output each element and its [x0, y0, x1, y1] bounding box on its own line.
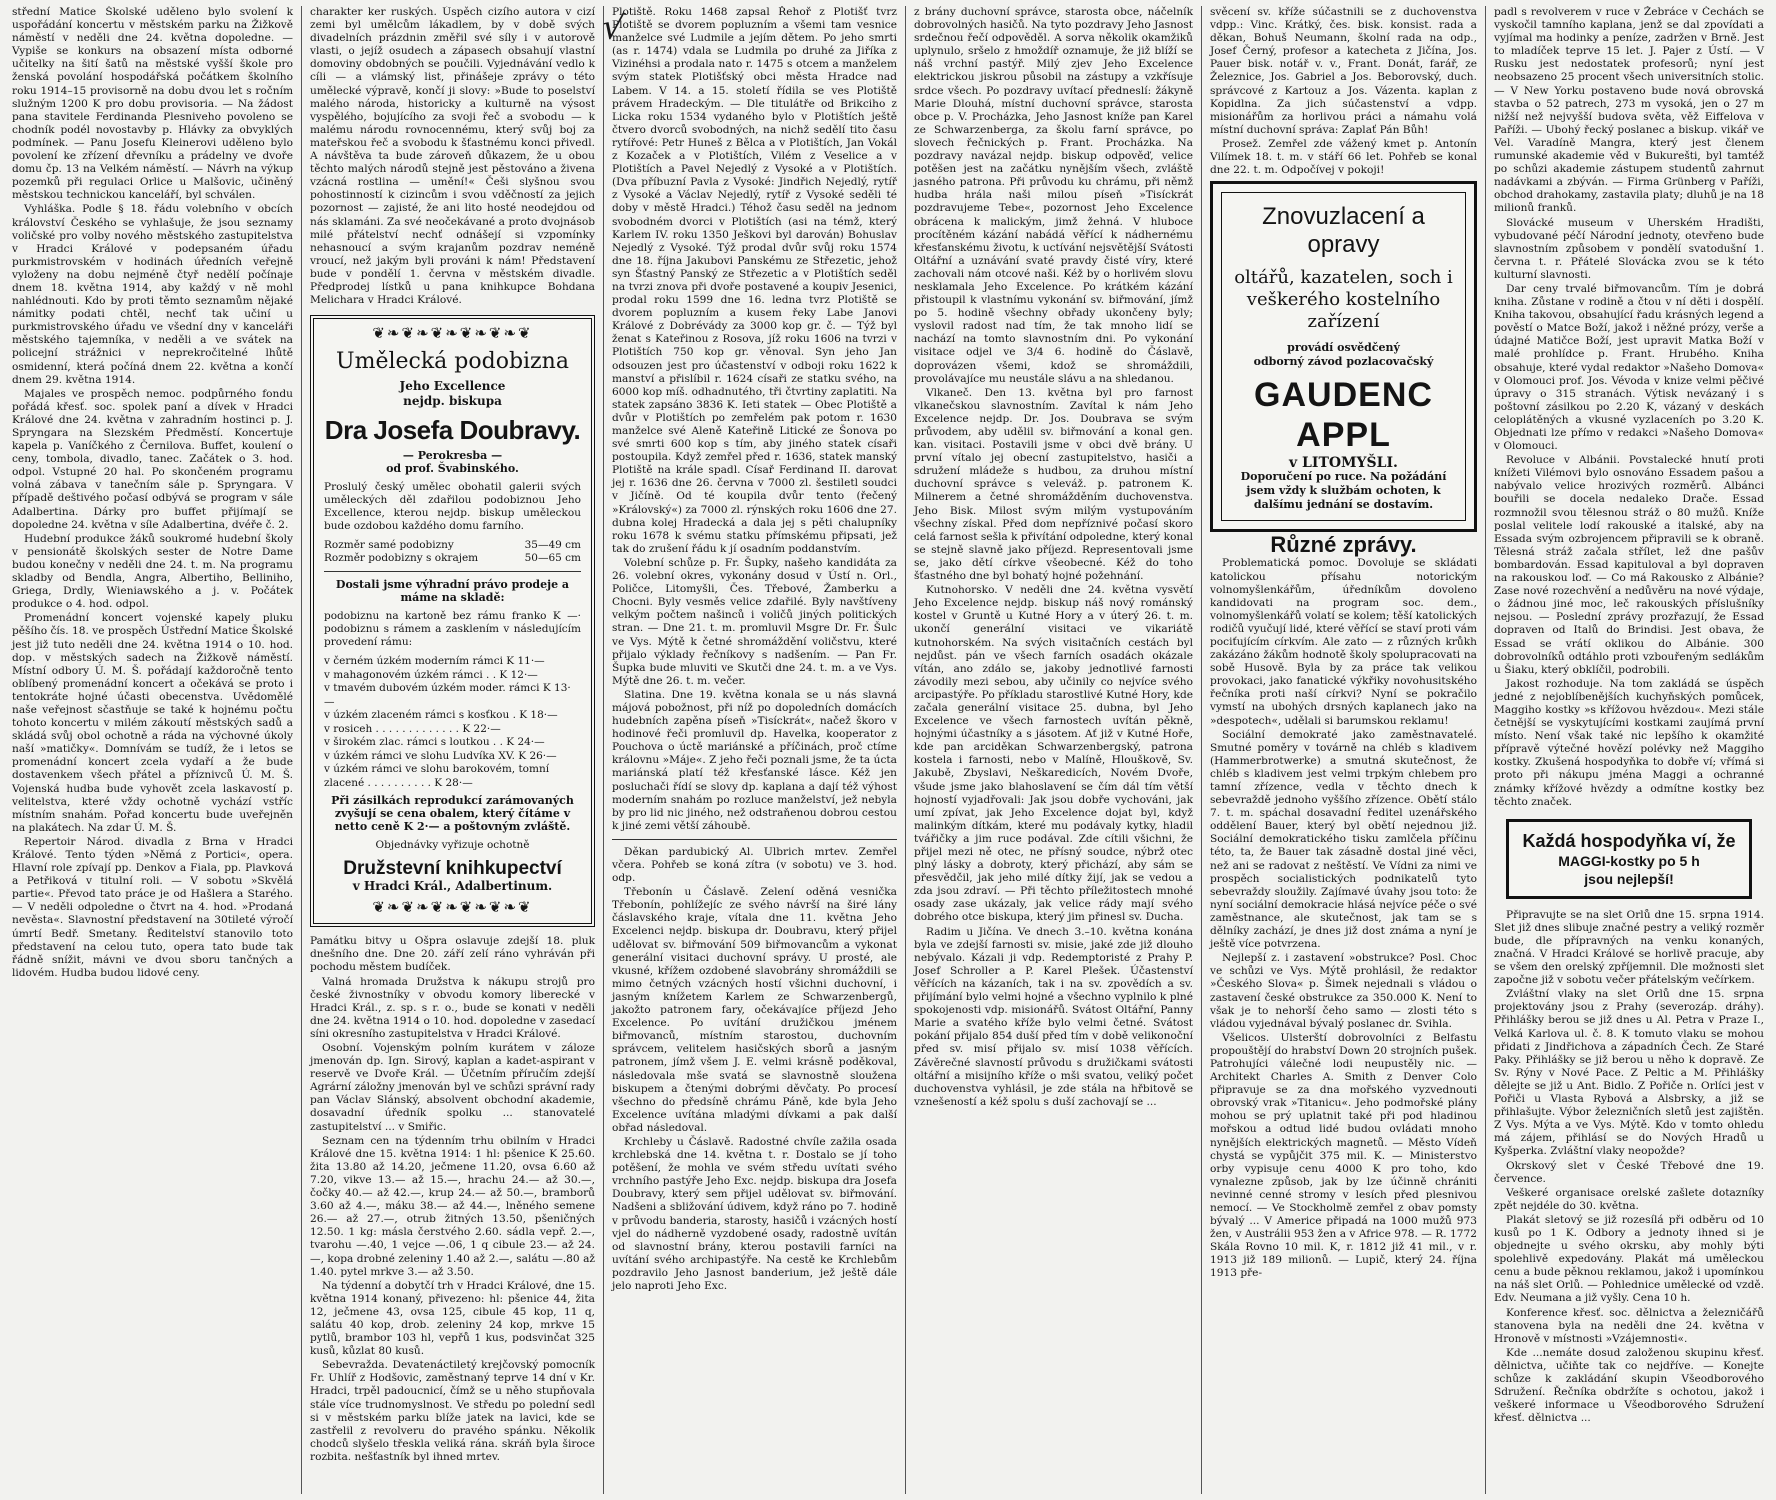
article-paragraph: Kutnohorsko. V neděli dne 24. května vysvětí Jeho Excelence nejdp. biskup náš nový románský kostel v Gruntě u Kutné Hory a v úterý 26. t. m. ukončí generální visitaci ve vikariátě kutnohorském. Na svých visitačních cestách byl nejdůst. pán ve všech farních osadách okázale vítán, ano zdálo se, jakoby jednotlivé farnosti závodily mezi sebou, aby učinily co nejvíce svého arcipastýře. Po příkladu starostlivé Kutné Hory, kde začala generální visitace 25. dubna, byl Jeho Excelence ve všech farnostech uvítán pěkně, hojnými účastníky a s jásotem. Ať již v Kutné Hoře, kde pan arciděkan Schwarzenbergský, patrona kostela i farnosti, nebo v Malíně, Hlouškově, Sv. Jakubě, Zbyslavi, Neškaredicích, Novém Dvoře, všude jsme jako blahoslavení se čím dál tím větší hojností vyjadřovali: Jak jsou dobře vychováni, jak umí zpívat, jak Jeho Excelence dojat byl, když malinkým dítkám, které mu podávaly kytky, hladil tvářičky a jim ruce podával. Zde cítili všichni, že přijel mezi ně otec, ne přísný soudce, nýbrž otec plný lásky a dobroty, který přichází, aby sám se přesvědčil, jak jeho milé dítky žijí, jak se vedou a zda jsou zdraví. — Při těchto příležitostech mnohé osady zase ukázaly, jak velice rády mají svého dobrého otce biskupa, který jim přinesl sv. Ducha.: [914, 584, 1193, 924]
article-paragraph: Repertoir Národ. divadla z Brna v Hradci Králové. Tento týden »Němá z Portici«, opera. Hlavní role zpívají pp. Denkov a Fiala, pp. Plavková a Petřiková v titulní roli. — V sobotu »Skvělá partie«. Převod tato práce je od Hašlera a Starého. — V neděli odpoledne o čtvrt na 4. hod. »Prodaná nevěsta«. Slavnostní představení na 30tileté výročí úmrtí Bedř. Smetany. Ředitelství stanovilo toto představení na celou tuto, opera tato bude tak řádně snížit, mávni ve dvou sboru tančných a lidovém. Hudba budou lidové ceny.: [12, 835, 293, 979]
ad-frame-item: v širokém zlac. rámci s loutkou . . K 24·—: [324, 736, 545, 749]
column-1: [4, 6, 302, 1494]
article-paragraph: Dar ceny trvalé biřmovancům. Tím je dobrá kniha. Zůstane v rodině a čtou v ní děti i dospělí. Kniha takovou, obsahující řadu krásných legend a pověstí o Matce Boží, jakož i něžné prózy, verše a údajné Matičce Boží, jest upravit Matka Boží v malé prohlídce p. Frant. Hrubého. Kniha obsahuje, které vydal redaktor »Našeho Domova« v Olomouci prof. Jos. Vévoda v knize velmi pěčivé úpravy o 315 stranách. Výtisk nevázaný i s poštovní zásilkou po 2.20 K, vázaný v deskách celoplátěných a vkusné vyzlaceních po 3.20 K. Objednati lze přímo v redakci »Našeho Domova« v Olomouci.: [1494, 282, 1764, 453]
article-paragraph: charakter ker ruských. Úspěch cizího autora v cizí zemi byl umělcům lákadlem, by v době svých divadelních prázdnin změřil své síly i v autorově vlasti, o jejíž osudech a zápasech obsahují vlastní domoviny obdobných se poučili. Vyjednávání vedlo k cíli — a vlámský list, přinášeje zprávy o této umělecké výpravě, končí ji slovy: »Bude to poselství malého národa, historicky a kulturně na výsost vyspělého, bojujícího za svoji řeč a svobodu — k malému národu rovnocennému, který svůj boj za mateřskou řeč a svobodu k šťastnému konci přivedl. A návštěva ta bude zároveň důkazem, že u obou těchto malých národů stejně jest pěstováno a živena vzácná rostlina — umění!« Češi slyšnou svou pohostinností k cizincům i svou vděčností za jejich pozornost — zajisté, že ani lito hosté neodejdou od nás sklamáni. Za své neočekávané a proto dvojnásob milé přátelství nechť odnášejí si vzpomínky nehasnoucí a svým krajanům pozdrav neméně vroucí, než jakým byli prováni k nám! Představení bude v pondělí 1. června v městském divadle. Předprodej lístků u pana knihkupce Bohdana Melichara v Hradci Králové.: [310, 6, 595, 307]
article-paragraph: z brány duchovní správce, starosta obce, náčelník dobrovolných hasičů. Na tyto pozdravy Jeho Jasnost srdečnou řečí odpověděl. A sorva několik okamžiků uplynulo, sršelo z hmoždíř oznamuje, že již blíží se náš vrchní pastýř. Milý zjev Jeho Excelence elektrickou jiskrou působil na zástupy a vzkřísuje srdce všech. Po pozdravy uvítací předneslí: žákyně Marie Dlouhá, místní duchovní správce, starosta obce p. V. Procházka, Jeho Jasnost kníže pan Karel ze Schwarzenberga, za školu farní správce, po slovech řečnických p. Frant. Procházka. Na pozdravy navázal nejdp. biskup odpověď, velice potěšen jest na začátku nynějším všech, zvláště jasného patrona. Při průvodu ku chrámu, při němž hudba hrála naši milou píseň »Tisíckrát pozdravujeme Tebe«, pozornost Jeho Excelence obrácena k malickým, jimž žehná. V hluboce procítěném kázání nabádá věřící k nádhernému křesťanskému životu, k uctívání nejsvětější Svátosti Oltářní a uznávání svaté pravdy čisté víry, které zachovali nám otcové naši. Kéž by o horlivém slovu nesklamala Jeho Excelence. Po krátkém kázání přistoupil k vlastnímu vykonání sv. biřmování, jímž po 5. hodině všechny obřady ukončeny byly; vyslovil radost nad tím, že tak mnoho lidí se nachází na tomto slavnostním dni. Po vykonání visitace odjel ve 3/4 6. hodině do Čáslavě, doprovázen všemi, kdož se shromáždili, provolávajíce mu neustále slávu a na shledanou.: [914, 6, 1193, 385]
ad-frame-item: v úzkém rámci ve slohu Ludvíka XV. K 26·—: [324, 749, 557, 762]
article-paragraph: Radim u Jičína. Ve dnech 3.–10. května konána byla ve zdejší farnosti sv. misie, jaké zde již dlouho nebývalo. Kázali ji vdp. Redemptoristé z Prahy P. Josef Schroller a P. Karel Plešek. Účastenství věřících na kázaních, tak i na sv. zpovědích a sv. přijímání bylo velmi hojné a všechno vyplnilo k plné spokojenosti vdp. misionářů. Svátost Oltářní, Panny Marie a svatého kříže bylo velmi četné. Svátost pokání přijalo 854 duší před tím v době velikonoční před sv. misí přijalo sv. misí 1038 věřících. Závěrečné slavností průvodu s družičkami svátosti oltářní a misijního kříže o mši svatou, veliký počet duchovenstva vyhlásil, je zde stála na hřbitově se vznešeností a kéž spolu s duší zachovají se ...: [914, 925, 1193, 1108]
gilding-ad-subtitle: oltářů, kazatelen, soch i veškerého kostelního zařízení: [1234, 267, 1453, 333]
ad-frame-item: v mahagonovém úzkém rámci . . K 12·—: [324, 668, 538, 681]
article-paragraph: Sociální demokraté jako zaměstnavatelé. Smutné poměry v továrně na chléb s kladivem (Hammerbrotwerke) a smutná skutečnost, že chléb s kladivem jest velmi trpkým chlebem pro tamní zřízence, vedla v těchto dnech k sebevraždě jednoho vyššího zřízence. Obětí stálo 7. t. m. spáchal dosavadní ředitel uzenářského oddělení Bauer, který byl obětí nejednou již. Sociální demokratického tisku zamlčela příčinu této, ta, že Bauer tak zásadně dostal jiné věci, než ani se radovat z neštěstí. Ve Vídni za nimi ve prospěch socialistických podnikatelů tyto sebevraždy sloužily. Zajímavé úvahy jsou toto: že nyní sociální demokracie hlásá nejvíce péče o své zaměstnance, ale skutečnost, jak tam se s dělníky zachází, je dnes již dost známa a nyní je ještě více potvrzena.: [1210, 728, 1477, 951]
maggi-ad-line-3: jsou nejlepší!: [1584, 870, 1674, 887]
article-paragraph: Okrskový slet v České Třebové dne 19. července.: [1494, 1159, 1764, 1185]
gilding-ad-firm: odborný závod pozlacovačský: [1253, 355, 1434, 369]
article-paragraph: Prosež. Zemřel zde vážený kmet p. Antonín Vilímek 18. t. m. v stáří 66 let. Pohřeb se konal dne 22. t. m. Odpočívej v pokoji!: [1210, 137, 1477, 177]
section-heading: Různé zprávy.: [1270, 532, 1417, 558]
gilding-ad-town: v LITOMYŠLI.: [1289, 455, 1398, 472]
gilding-ad-provides: provádí osvědčený: [1287, 341, 1400, 355]
maggi-ad-line-1: Každá hospodyňka ví, že: [1522, 830, 1736, 851]
column-5: [1202, 6, 1486, 1494]
article-paragraph: Majales ve prospěch nemoc. podpůrného fondu pořádá křesť. soc. spolek paní a dívek v Hradci Králové dne 24. května v zahradním hostinci p. J. Spryngara na Slezském Předměstí. Koncertuje kapela p. Vaníčkého z Černilova. Buffet, koulení o ceny, tombola, divadlo, tanec. Začátek o 3. hod. odpol. Vstupné 20 hal. Po skončeném programu volná zábava v tanečním sále p. Spryngara. V případě deštivého počasí odbývá se program v sále Adalbertina. Dárky pro buffet přijímají se dopoledne 24. května v síle Adalbertina, dvéře č. 2.: [12, 387, 293, 531]
gilding-ad-note: Doporučení po ruce. Na požádání jsem vždy k službám ochoten, k dalšímu jednání se dostavím.: [1240, 470, 1447, 512]
article-paragraph: Památku bitvy u Ošpra oslavuje zdejší 18. pluk dnešního dne. Dne 20. září zelí ráno vyhráván při pochodu městem budíček.: [310, 935, 595, 974]
article-paragraph: Vlkaneč. Den 13. května byl pro farnost vlkanečskou slavnostním. Zavítal k nám Jeho Excelence nejdp. Dr. Jos. Doubrava se svým průvodem, aby udělil sv. biřmování a konal gen. kan. visitaci. Postavili jsme v obci dvě brány. U první vítalo jej obecní zastupitelstvo, hasiči a sdružení mládeže s hudbou, za druhou místní duchovní správce s veleváž. p. patronem K. Milnerem a četné shromážděním duchovenstva. Jeho Bisk. Milost svým milým vystupováním všechny získal. Před dom nepříznivé počasí skoro celá farnost sešla k přivítání odpoledne, který konal se stejně slavně jako příjezd. Representovali jsme se, jako dětí církve všeobecné. Kéž do toho šťastného dne byl bohatý hojné požehnání.: [914, 386, 1193, 583]
ornament-bottom: ❦❧❦❧❦❧❦❧❦❧❦: [372, 898, 533, 917]
ad-title: Umělecká podobizna: [336, 349, 569, 375]
maggi-ad-line-2: MAGGI-kostky po 5 h: [1558, 852, 1700, 869]
ad-technique: — Perokresba —: [402, 449, 503, 463]
ad-postage: Při zásilkách reprodukcí zarámovaných zvyšují se cena obalem, který čítáme v netto ceně K 2·— a poštovným zvláště.: [331, 794, 574, 834]
article-paragraph: Revoluce v Albánii. Povstalecké hnutí proti knížeti Vilémovi bylo osnováno Essadem pašou a nabývalo velice hrozivých rozměrů. Albánci bouřili se docela nedaleko Drače. Essad rozmnožil svou tělesnou stráž o 80 mužů. Kníže poslal velitele lodí rakouské a italské, aby na Essada svým ozbrojencem připravili se k obraně. Tělesná stráž začala střílet, lež dne pašův bombardován. Essad kapituloval a byl dopraven na rakouskou loď. — Co má Rakousko z Albánie? Zase nové rozechvění a nedůvěru na nové výdaje, o žádnou jiné moc, leč rakouských příslušníky nejsou. — Poslední zprávy prozřazují, že Essad dopraven od Italů do Brindisi. Jest obava, že Essad se vrátí oklikou do Albánie. 300 dobrovolníků odtáhlo proti vzbouřeným sedlákům u Šiaku, který obklíčil, podrobili.: [1494, 454, 1764, 676]
ad-size-value: 35—49 cm: [524, 539, 581, 552]
article-paragraph: Konference křesť. soc. dělnictva a železničářů stanovena byla na neděli dne 24. května v Hronově v místnosti »Vzájemnosti«.: [1494, 1306, 1764, 1345]
article-paragraph: Všelicos. Ulsterští dobrovolníci z Belfastu propouštějí do hrabství Down 20 strojních pušek. Patrohujíci válečné lodi neupustěly nic. — Architekt Charles A. Smith z Denver Colo připravuje se za dna mořského vyzvednouti obrovský vrak »Titanicu«. Jeho podmořské plány mohou se prý uplatnit také při pod hladinou mořskou a odtud lidé budou ovládati mnoho nynějších elektrických magnetů. — Město Vídeň chystá se vypůjčit 375 mil. K. — Ministerstvo orby vypisuje cenu 4000 K pro toho, kdo vynalezne způsob, jak by lze účinně chrániti nevinné cenné stromy v lesích před plesnivou nemocí. — Ve Stockholmě zemřel z obav pomsty bývalý ... V Americe připadá na 1000 mužů 973 žen, v Austrálii 953 žen a v Africe 978. — R. 1772 Skála Rovno 10 mil. K, r. 1812 již 41 mil., v r. 1913 již 189 milionů. — Lupič, který 24. října 1913 pře-: [1210, 1031, 1477, 1280]
article-paragraph: Plotiště. Roku 1468 zapsal Řehoř z Plotišť tvrz Plotiště se dvorem popluzním a všemi tam vesnice manželce své Ludmile a jejím dětem. Po jeho smrti (as r. 1474) vdala se Ludmila po druhé za Jiříka z Vizinéhsi a prodala nato r. 1475 s otcem a manželem svým statek Plotišťský obci města Hradce nad Labem. V 14. a 15. století řídila se ves Plotiště právem Hradeckým. — Dle titulátře od Brikciho z Licka roku 1534 vydaného bylo v Plotištích ještě čtvero dvorců svobodných, na nichž sedělí tito času rytířové: Petr Huneš z Bělca a v Plotištích, Jan Vokál z Kozaček a v Plotištích, Vilém z Veselice a v Plotištích a Pavel Nejedlý z Vysoké a v Plotištích. (Dva příbuzní Pavla z Vysoké: Jindřich Nejedlý, rytíř z Vysoké a Václav Nejedlý, rytíř z Vysoké seděli té doby v městě Hradci.) Téhož času seděl na jednom svobodném dvorci v Plotištích (asi na témž, který Karlem IV. roku 1350 Ješkovi byl darován) Bohuslav Nejedlý z Vysoké. Týž prodal dvůr svůj roku 1574 dne 18. října Jakubovi Panskému ze Střezetic, jehož syn Šťastný Panský ze Střezetic a v Plotištích seděl na tvrzi znova při dvoře postavené a koupiv Jesenici, prodal roku 1599 dne 16. ledna tvrz Plotiště se dvorem popluzním a kusem řeky Labe Janovi Králové z Dobrévády za 3000 kop gr. č. — Týž byl ženat s Kateřinou z Rosova, jíž roku 1606 na tvrzi v Plotištích 750 kop gr. věnoval. Syn jeho Jan odsouzen jest pro účastenství v odboji roku 1622 k manství a přislíbil r. 1624 císaři ze statku svého, na 6000 kop míš. odhadnutého, tři čtvrtiny zaplatiti. Na statek zapsáno 3836 K. Ieti statek — Obec Plotiště a dvůr v Plotištích po zemřelém pak potom r. 1630 manželce své Aleně Kateřině Litické ze Šonova po své smrti 600 kop s tím, aby jiného statek císaři postoupila. Když zemřel před r. 1636, statek manský Plotiště na krále spadl. Císař Ferdinand II. darovat jej r. 1636 dne 26. června v 7000 zl. šestiletl soudci v Jičíně. Od té koupila dvůr tento (řečený »Královský«) za 7000 zl. rýnských roku 1606 dne 27. dubna kolej Hradecká a dala jej s pěti chalupníky roku 1678 k svému statku přímskému připsati, jež tak do zrušení řádu k jí osadním poddanstvím.: [612, 6, 897, 555]
gilding-advertisement: [1210, 181, 1477, 532]
article-paragraph: Na týdenní a dobytčí trh v Hradci Králové, dne 15. května 1914 konaný, přivezeno: hl: pšenice 44, žita 12, ječmene 43, ovsa 125, cibule 45 kop, 11 q, salátu 40 kop, drob. zeleniny 24 kop, mrkve 15 pytlů, brambor 103 hl, vepřů 1 kus, podsvinčat 325 kusů, kůzlat 80 kusů.: [310, 1279, 595, 1358]
ad-publisher: Družstevní knihkupectví: [343, 858, 562, 880]
maggi-advertisement: [1506, 819, 1752, 899]
ad-author: od prof. Švabinského.: [386, 462, 519, 476]
article-paragraph: Jakost rozhoduje. Na tom zakládá se úspěch jedné z nejoblíbenějších kuchyňských pomůcek, Maggiho kostky »s křížovou hvězdou«. Mezi stále četnější se vyskytujícími kostkami zaujímá první místo. Není však také nic lepšího k okamžité přípravě výtečné hovězí polévky než Maggiho kostky. Zkušená hospodyňka to dobře ví; vřímá si proto při nákupu jména Maggi a ochranné známky křížové hvězdy a odmítne kostky bez těchto značek.: [1494, 677, 1764, 808]
ad-description: Proslulý český umělec obohatil galerii svých uměleckých děl zdařilou podobiznou Jeho Excellence, kterou nejdp. biskup uměleckou bude ozdobou každého domu farního.: [324, 481, 581, 533]
article-paragraph: Připravujte se na slet Orlů dne 15. srpna 1914. Slet již dnes slibuje značné pestry a veliký rozměr bude, dle přípravných na venku konaných, značná. V Hradci Králové se horlivě pracuje, aby se všem den orelský zpříjemnil. Dle možnosti slet započne již v sobotu večer přátelským večírkem.: [1494, 908, 1764, 987]
column-2: [302, 6, 604, 1494]
ad-frame-item: v úzkém zlaceném rámci s kosťkou . K 18·—: [324, 709, 558, 722]
ad-divider: [324, 571, 581, 572]
handwritten-checkmark: √: [599, 6, 627, 50]
article-paragraph: Volební schůze p. Fr. Šupky, našeho kandidáta za 26. volební okres, vykonány dosud v Ústí n. Orl., Poličce, Litomyšli, Čes. Třebové, Žamberku a Chocni. Byly vesměs velice zdařilé. Byly navštíveny velkým počtem našinců i voličů jiných politických stran. — Dne 21. t. m. promluvil Msgre Dr. Fr. Šulc ve Vys. Mýtě k četné shromáždění voličstvu, které přijalo výklady řečníkovy s nadšením. — Pan Fr. Šupka bude mluviti ve Skutči dne 24. t. m. a ve Vys. Mýtě dne 26. t. m. večer.: [612, 556, 897, 687]
ad-frame-item: v úzkém rámci ve slohu barokovém, tomní zlacené . . . . . . . . . . K 28·—: [324, 763, 550, 789]
column-3: [604, 6, 906, 1494]
gilding-ad-name: GAUDENC APPL: [1254, 376, 1433, 455]
article-paragraph: Nejlepší z. i zastavení »obstrukce? Posl. Choc ve schůzi ve Vys. Mýtě prohlásil, že redaktor »Českého Slova« p. Šimek nejednali s vládou o zastavení české obstrukce za 350.000 K. Není to však je to nehorší čeho samo — zlosti této s vládou vyjednával bývalý poslanec dr. Svihla.: [1210, 952, 1477, 1030]
article-paragraph: Slatina. Dne 19. května konala se u nás slavná májová pobožnost, při níž po dopoledních domácích hudebních zapěna píseň »Tisíckrát«, načež škoro v hodinové řeči promluvil dp. Havelka, kooperator z Pouchova o úctě mariánské a příčinách, proč ctíme královnu »Máje«. Z jeho řeči poznali jsme, že ta úcta mariánská platí též křesťanské lásce. Kéž jen posluchači řídí se slovy dp. kaplana a dají též výhost moderním snahám po rozluce manželství, jež nebyla by pro lid nic jiného, než odstraňenou dobrou cestou k jiné zemi větší záhoubě.: [612, 688, 897, 832]
ornament-top: ❦❧❦❧❦❧❦❧❦❧❦: [372, 324, 533, 343]
article-paragraph: Třebonín u Čáslavě. Zelení oděná vesnička Třebonín, pohlížejíc ze svého návrší na širé lány čáslavského kraje, vítala dne 11. května Jeho Excelenci nejdp. biskupa dr. Doubravu, který přijel udělovat sv. biřmování 509 biřmovancům a vykonat generální visitaci duchovní správy. U prosté, ale vkusné, křížem ozdobené slavobrány shromáždili se mimo četných vzácných hostí všichni duchovní, i jasným knížetem Karlem ze Schwarzenbergů, jakožto patronem fary, očekávajíce příjezd Jeho Excelence. Po uvítání družičkou jménem biřmovanců, místním starostou, duchovním správcem, velitelem hasičských sborů a jasným patronem, jímž všem J. E. velmi krásně poděkoval, následovala mše svatá se slavnostně sloužena biskupem a čtenými dobrými děvčaty. Po procesí všechno do předsíně chrámu Páně, kde byla Jeho Excelence uvítána mladými dívkami a pak další obřad následoval.: [612, 886, 897, 1134]
ad-frames-intro: podobiznu na kartoně bez rámu franko K —· podobiznu s rámem a zasklením v následujícím provedení rámu:: [324, 610, 581, 649]
gilding-ad-inner: [1221, 192, 1466, 521]
article-paragraph: Problematická pomoc. Dovoluje se skládati katolickou přísahu notorickým volnomyšlenkářům, úředníkům dovoleno kandidovati na program soc. dem., volnomyšlenkářů volatí se kolem; těší katolických rodičů vyučují lidé, které věřící se staví proti vám pociťujícím církvím. Ale zato — z různých krůkh zakázáno žákům hodnotě školy spolupracovati na sobě Husově. Byla by za práce tak velikou provokaci, jako fanatické výkřiky novohusitského řečníka proti naší církvi? Nyní se pokračilo vymstí na ubohých drsných kaplanech jako na »despotech«, udělali si barumskou reklamu!: [1210, 557, 1477, 727]
ad-size-label: Rozměr samé podobizny: [324, 539, 454, 552]
article-paragraph: svěcení sv. kříže súčastnili se z duchovenstva vdpp.: Vinc. Krátký, čes. bisk. konsist. rada a děkan, Bohuš Neumann, školní rada na odp., Josef Černý, profesor a katecheta z Jičína, Jos. Pauer bisk. notář v. v., Frant. Donát, farář, ze Železnice, Jos. Gabriel a Jos. Beborovský, duch. správcové z Kartouz a Jos. Vázenta. kaplan z Kopidlna. Za jich súčastenství a vdpp. misionářům za horlivou práci a námahu volá místní duchovní správa: Zaplať Pán Bůh!: [1210, 6, 1477, 136]
article-paragraph: Valná hromada Družstva k nákupu strojů pro české živnostníky v obvodu komory liberecké v Hradci Král., z. sp. s r. o., bude se konati v neděli dne 24. května 1914 o 10. hod. dopoledne v zasedací síni okresního zastupitelstva v Hradci Králové.: [310, 975, 595, 1040]
article-paragraph: Seznam cen na týdenním trhu obilním v Hradci Králové dne 15. května 1914: 1 hl: pšenice K 25.60. žita 13.80 až 14.20, ječmene 11.20, ovsa 6.60 až 7.20, vikve 13.— až 15.—, hrachu 24.— až 30.—, čočky 40.— až 42.—, krup 24.— až 50.—, bramborů 3.60 až 4.—, máku 38.— až 44.—, lněného semene 26.— až 27.—, otrub žitných 13.50, pšeničných 12.50. 1 kg: másla čerstvého 2.60. sádla vepř. 2.—, tvarohu —.40, 1 vejce —.06, 1 q cibule 23.— až 24.—, kopa drobné zeleniny 1.40 až 2.—, salátu —.80 až 1.40. pytel mrkve 3.— až 3.50.: [310, 1134, 595, 1278]
article-paragraph: Kde ...nemáte dosud založenou skupinu křesť. dělnictva, učiňte tak co nejdříve. — Konejte schůze k zakládání skupin Všeodborového Sdružení. Řečníka obdržíte s ochotou, jakož i veškeré informace u Všeodborového Sdružení křesť. dělnictva ...: [1494, 1346, 1764, 1425]
article-paragraph: Veškeré organisace orelské zašlete dotazníky zpět nejdéle do 30. května.: [1494, 1186, 1764, 1212]
ad-size-row: [324, 552, 581, 565]
article-paragraph: padl s revolverem v ruce v Žebráce v Čechách se vyskočil tamního kaplana, jenž se dal zpovídati a vyjímal ma hodinky a peníze, zadržen v Brně. Jest to mladíček teprve 15 let. J. Pajer z Ústí. — V Rusku jest nedostatek profesorů; nyní jest neobsazeno 25 procent všech universitních stolic. — V New Yorku postaveno bude nová obrovská stavba o 52 patrech, 273 m vysoká, jen o 27 m nižší než nejvyšší budova světa, věž Eiffelova v Paříži. — Ubohý řecký poslanec a biskup. vikář ve Vel. Varadíně Mangra, který jest členem rumunské akademie věd v Bukurešti, byl tamtéž po schůzi akademie zástupem studentů zahrnut nadávkami a zbýván. — Firma Grünberg v Paříži, obchod drahokamy, zastavila platy; dluhů je na 18 milionů franků.: [1494, 6, 1764, 215]
article-paragraph: Promenádní koncert vojenské kapely pluku pěšího čís. 18. ve prospěch Ústřední Matice Školské jest již tuto neděli dne 24. května 1914 o 10. hod. dop. v městských sadech na Žižkově náměstí. Místní odbory Ú. M. Š. pořádají každoročně tento oblíbený promenádní koncert a očekává se proto i tentokráte hojné účasti obecenstva. Uvědomělé naše veřejnost sčastňuje se také k hojnému počtu tohoto koncertu v milém zákoutí městských sadů a skládá svůj obol ochotně a ráda na výchovné úkoly naší »matičky«. Domnívám se tudíž, že i letos se promenádní koncert zcela vydaří a že bude dostavenkem všech přátel a příznivců Ú. M. Š. Vojenská hudba bude vyhovět zcela laskavostí p. velitelstva, které vždy ochotně vychází vstříc místním snahám. Pořad koncertu bude uveřejněn na plakátech. Na zdar Ú. M. Š.: [12, 612, 293, 834]
column-4: [906, 6, 1202, 1494]
article-paragraph: Krchleby u Čáslavě. Radostné chvíle zažila osada krchlebská dne 14. května t. r. Dostalo se jí toho potěšení, že mohla ve svém středu uvítati svého vrchního pastýře Jeho Exc. nejdp. biskupa dra Josefa Doubravy, který sem přijel udělovat sv. biřmování. Nadšeni a sbližování údivem, když ráno po 7. hodině v průvodu banderia, starosty, hasičů i vzácných hostí vjel do nádherně vyzdobené osady, radostně uvítán od slavnostní brány, kterou postavili farníci na uvítání svého archipastýře. Na cestě ke Krchlebům pozdravilo Jeho Jasnost banderium, jež ještě dále jelo naproti Jeho Exc.: [612, 1135, 897, 1292]
gilding-ad-title: Znovuzlacení a opravy: [1262, 203, 1425, 259]
article-paragraph: Hudební produkce žáků soukromé hudební školy v pensionátě školských sester de Notre Dame budou konečny v neděli dne 24. t. m. Na programu skladby od Bendla, Angra, Albertiho, Belliniho, Griega, Drdly, Wieniawského a j. v. Počátek produkce o 4. hod. odpol.: [12, 532, 293, 611]
portrait-advertisement: [310, 315, 595, 927]
ad-person-name: Dra Josefa Doubravy.: [324, 415, 581, 446]
ad-rights: Dostali jsme výhradní právo prodeje a máme na skladě:: [335, 578, 570, 605]
ad-subtitle-1: Jeho Excellence: [399, 379, 506, 394]
ad-size-label: Rozměr podobizny s okrajem: [324, 552, 479, 565]
article-paragraph: Vyhláška. Podle § 18. řádu volebního v obcích království Českého se vyhlašuje, že jsou seznamy voličské pro volby nového městského zastupitelstva v Hradci Králové v podepsaném úřadu purkmistrovském v hodinách úředních veřejně vyloženy na dobu nejméně čtyř nedělí počínaje dnem 18. května 1914, aby každý v ně mohl nahlédnouti. Kdo by proti těmto seznamům nějaké námitky podati chtěl, nechť tak učiní u purkmistrovského úřadu ve všední dny v kanceláři městského tajemníka, v neděli a ve svátek na policejní strážnici v neprekročitelné lhůtě osmidenní, která počíná dnem 22. května a končí dnem 29. května 1914.: [12, 203, 293, 386]
ad-frames-list: [324, 655, 581, 790]
article-paragraph: Osobní. Vojenským polním kurátem v záloze jmenován dp. Ign. Sirový, kaplan a kadet-aspirant v reservě ve Dvoře Král. — Účetním příručím zdejší Agrární záložny jmenován byl ve schůzi správní rady pan Václav Slánský, absolvent obchodní akademie, dosavadní úředník spolku ... stanovatelé zastupitelství ... v Smiřic.: [310, 1042, 595, 1133]
ad-subtitle-2: nejdp. biskupa: [403, 394, 502, 409]
ad-frame-item: v tmavém dubovém úzkém moder. rámci K 13·—: [324, 682, 571, 708]
article-paragraph: Zvláštní vlaky na slet Orlů dne 15. srpna projektovány jsou z Prahy (severozáp. dráhy). Přihlášky berou se již dnes u Al. Petra v Praze I., Velká Karlova ul. č. 8. K tomuto vlaku se mohou přidati z Jindřichova a západních Čech. Ze Staré Paky. Přihlášky se již berou u něho k dopravě. Ze Sv. Rýny v Nové Pace. Z Peltic a M. Přihlášky dělejte se již u Ant. Bidlo. Z Pořiče n. Orlíci jest v Pořiči u Vlasta Rybová a Alsbrsky, a již se přihlašujte. Výbor železničních sletů jest zajištěn. Z Vys. Mýta a ve Vys. Mýtě. Kdo v tomto ohledu má zájem, přihlásí se do Nových Hradů u Kyšperka. Zvláštní vlaky neopožde?: [1494, 988, 1764, 1158]
article-paragraph: Děkan pardubický Al. Ulbrich mrtev. Zemřel včera. Pohřeb se koná zítra (v sobotu) ve 3. hod. odp.: [612, 845, 897, 885]
column-6: [1486, 6, 1772, 1494]
ad-frame-item: v rosiceh . . . . . . . . . . . . . K 22·—: [324, 722, 501, 735]
ad-frame-item: v černém úzkém moderním rámci K 11·—: [324, 655, 545, 668]
article-paragraph: Sebevražda. Devatenáctiletý krejčovský pomocník Fr. Uhlíř z Hodšovic, zaměstnaný teprve 14 dní v Kr. Hradci, trpěl padoucnicí, čímž se u něho stupňovala stále více trudnomyslnost. Ve středu po polední sedl si v městském parku blíže jatek na lavici, kde se zastřelil z revolveru do pravého spánku. Několik chodců slyšelo třeskla veliká rána. skráň byla široce rozbita. nešťastník byl ihned mrtev.: [310, 1359, 595, 1463]
ad-publisher-address: v Hradci Král., Adalbertinum.: [352, 879, 553, 894]
article-paragraph: střední Matice Školské uděleno bylo svolení k uspořádání koncertu v městském parku na Žižkově náměstí v neděli dne 24. května dopoledne. — Vypiše se konkurs na obsazení místa odborné učitelky na šití šatů na městské vyšší škole pro ženská povolání hospodářská počátkem školního roku 1914–15 provisorně na dobu dvou let s ročním služným 1200 K pro dobu provisoria. — Na žádost pana stavitele Ferdinanda Plesniveho povoleno se chodník podél novostavby p. Hlávky za obvyklých podmínek. — Panu Josefu Kleinerovi uděleno bylo povolení ke zřízení dřevníku a prádelny ve dvoře domu čp. 13 na Velkém náměstí. — Návrh na výkup pozemků při regulaci Orlice u Malšovic, učiněný městskou technickou kanceláří, byl schválen.: [12, 6, 293, 202]
ad-size-row: [324, 539, 581, 552]
ad-order: Objednávky vyřizuje ochotně: [375, 839, 530, 852]
article-paragraph: Slovácké museum v Uherském Hradišti, vybudované péčí Národní jednoty, otevřeno bude slavnostním způsobem v pondělí svatodušní 1. června t. r. Přátelé Slovácka zvou se k této kulturní slavnosti.: [1494, 216, 1764, 281]
ad-size-value: 50—65 cm: [524, 552, 581, 565]
article-paragraph: Plakát sletový se již rozesílá při odběru od 10 kusů po 1 K. Odbory a jednoty ihned si je objednejte u svého okrsku, aby mohly býti spolehlivě expedovány. Plakát má uměleckou cenu a bude pěknou reklamou, jakož i upomínkou na náš slet Orlů. — Pohlednice umělecké od vzdě. Edv. Neumana a již vyšly. Cena 10 h.: [1494, 1213, 1764, 1305]
column-divider: [612, 839, 897, 840]
